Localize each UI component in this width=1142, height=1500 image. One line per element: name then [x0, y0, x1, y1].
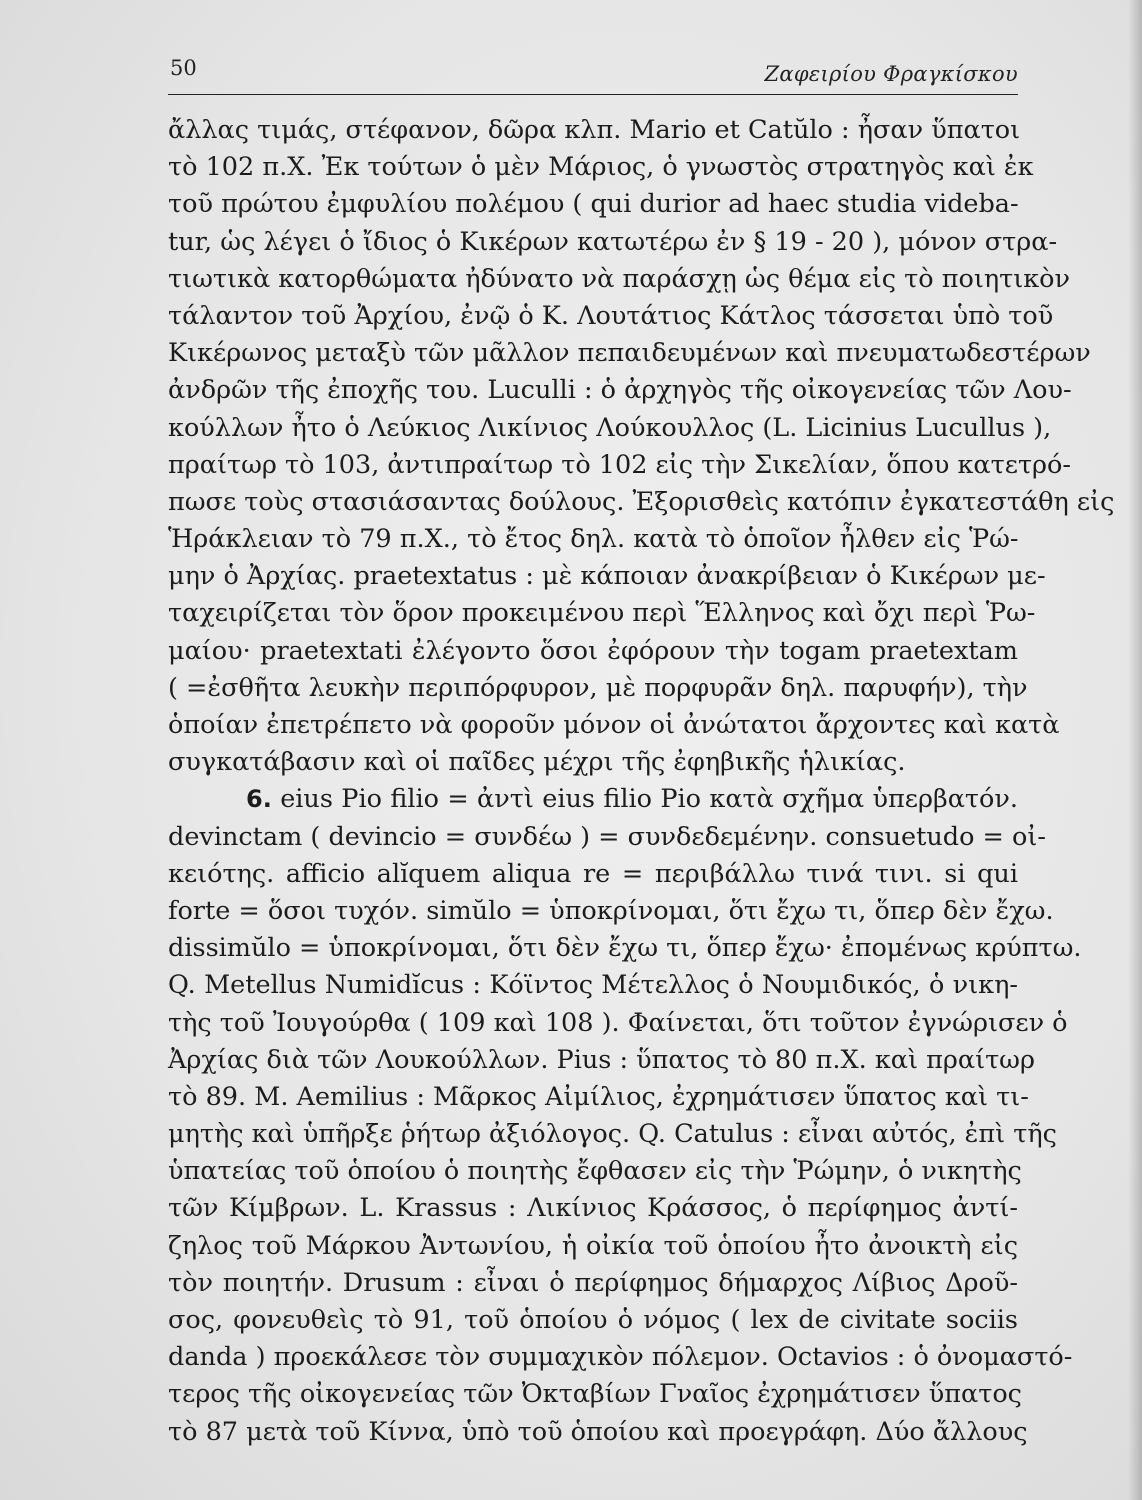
text-line: ὑπατείας τοῦ ὁποίου ὁ ποιητὴς ἔφθασεν εἰς τὴν Ῥώμην, ὁ νικητὴς [168, 1156, 1022, 1187]
text-line: τοῦ πρώτου ἐμφυλίου πολέμου ( qui durior ad haec studia videba- [168, 189, 1019, 220]
text-line: devinctam ( devincio = συνδέω ) = συνδεδεμένην. consuetudo = οἰ- [168, 821, 1046, 852]
text-line: μην ὁ Ἀρχίας. praetextatus : μὲ κάποιαν ἀνακρίβειαν ὁ Κικέρων με- [168, 561, 1046, 592]
text-line: Ἀρχίας διὰ τῶν Λουκούλλων. Pius : ὕπατος τὸ 80 π.Χ. καὶ πραίτωρ [168, 1044, 1035, 1075]
text-line: ( =ἐσθῆτα λευκὴν περιπόρφυρον, μὲ πορφυρᾶν δηλ. παρυφήν), τὴν [168, 672, 1028, 703]
text-line: Q. Metellus Numidĭcus : Κόϊντος Μέτελλος ὁ Νουμιδικός, ὁ νικη- [168, 970, 1018, 1001]
text-line: κούλλων ἦτο ὁ Λεύκιος Λικίνιος Λούκουλλος (L. Licinius Lucullus ), [168, 412, 1052, 443]
text-line: ταχειρίζεται τὸν ὅρον προκειμένου περὶ Ἕλληνος καὶ ὄχι περὶ Ῥω- [168, 598, 1036, 629]
text-line: τὸ 89. M. Aemilius : Μᾶρκος Αἰμίλιος, ἐχρημάτισεν ὕπατος καὶ τι- [168, 1081, 1029, 1112]
paragraph-1 [168, 112, 1115, 781]
text-line: συγκατάβασιν καὶ οἱ παῖδες μέχρι τῆς ἐφηβικῆς ἡλικίας. [168, 747, 906, 778]
paragraph-2 [168, 781, 1082, 1450]
text-line: τὸ 87 μετὰ τοῦ Κίννα, ὑπὸ τοῦ ὁποίου καὶ προεγράφη. Δύο ἄλλους [168, 1416, 1028, 1447]
text-line: ὁποίαν ἐπετρέπετο νὰ φοροῦν μόνον οἱ ἀνώτατοι ἄρχοντες καὶ κατὰ [168, 710, 1060, 740]
text-line: πωσε τοὺς στασιάσαντας δούλους. Ἐξορισθεὶς κατόπιν ἐγκατεστάθη εἰς [168, 486, 1115, 517]
text-line: τῶν Κίμβρων. L. Krassus : Λικίνιος Κράσσος, ὁ περίφημος ἀντί- [168, 1193, 1018, 1224]
text-line: πραίτωρ τὸ 103, ἀντιπραίτωρ τὸ 102 εἰς τὴν Σικελίαν, ὅπου κατετρό- [168, 449, 1072, 480]
text-line: τάλαντον τοῦ Ἀρχίου, ἐνῷ ὁ Κ. Λουτάτιος Κάτλος τάσσεται ὑπὸ τοῦ [168, 300, 1054, 331]
text-line: tur, ὡς λέγει ὁ ἴδιος ὁ Κικέρων κατωτέρω ἐν § 19 - 20 ), μόνον στρα- [168, 226, 1058, 257]
text-line: Ἡράκλειαν τὸ 79 π.Χ., τὸ ἔτος δηλ. κατὰ τὸ ὁποῖον ἦλθεν εἰς Ῥώ- [168, 524, 1019, 555]
text-line: ἄλλας τιμάς, στέφανον, δῶρα κλπ. Mario et Catŭlo : ἦσαν ὕπατοι [168, 115, 1021, 145]
text-line: τὸ 102 π.Χ. Ἐκ τούτων ὁ μὲν Μάριος, ὁ γνωστὸς στρατηγὸς καὶ ἐκ [168, 152, 1034, 183]
text-line: ἀνδρῶν τῆς ἐποχῆς του. Luculli : ὁ ἀρχηγὸς τῆς οἰκογενείας τῶν Λου- [168, 375, 1072, 406]
section-first-line [168, 781, 1018, 818]
text-line: danda ) προεκάλεσε τὸν συμμαχικὸν πόλεμον. Octavios : ὁ ὀνομαστό- [168, 1342, 1073, 1373]
text-line: μητὴς καὶ ὑπῆρξε ῥήτωρ ἀξιόλογος. Q. Catulus : εἶναι αὐτός, ἐπὶ τῆς [168, 1119, 1057, 1150]
text-line: κειότης. afficio alĭquem aliqua re = περιβάλλω τινά τινι. si qui [168, 858, 1018, 889]
text-line: ζηλος τοῦ Μάρκου Ἀντωνίου, ἡ οἰκία τοῦ ὁποίου ἦτο ἀνοικτὴ εἰς [168, 1230, 1018, 1261]
section-first-line-text: eius Pio filio = ἀντὶ eius filio Pio κατὰ σχῆμα ὑπερβατόν. [280, 784, 1019, 815]
page-edge-shadow [1128, 0, 1142, 1500]
text-line: μαίου· praetextati ἐλέγοντο ὅσοι ἐφόρουν τὴν togam praetextam [168, 635, 1018, 666]
text-line: τὸν ποιητήν. Drusum : εἶναι ὁ περίφημος δήμαρχος Λίβιος Δροῦ- [168, 1267, 1018, 1298]
page-number: 50 [170, 56, 197, 80]
section-number: 6. [246, 785, 272, 814]
commentary-text [168, 112, 1115, 1451]
text-line: σος, φονευθεὶς τὸ 91, τοῦ ὁποίου ὁ νόμος ( lex de civitate sociis [168, 1305, 1018, 1335]
running-head-author: Ζαφειρίου Φραγκίσκου [764, 62, 1018, 86]
text-line: τὴς τοῦ Ἰουγούρθα ( 109 καὶ 108 ). Φαίνεται, ὅτι τοῦτον ἐγνώρισεν ὁ [168, 1007, 1068, 1038]
text-line: Κικέρωνος μεταξὺ τῶν μᾶλλον πεπαιδευμένων καὶ πνευματωδεστέρων [168, 338, 1091, 369]
text-line: forte = ὅσοι τυχόν. simŭlo = ὑποκρίνομαι, ὅτι ἔχω τι, ὅπερ δὲν ἔχω. [168, 895, 1054, 926]
text-line: τιωτικὰ κατορθώματα ἠδύνατο νὰ παράσχῃ ὡς θέμα εἰς τὸ ποιητικὸν [168, 263, 1071, 294]
page-header [168, 52, 1018, 95]
text-line: dissimŭlo = ὑποκρίνομαι, ὅτι δὲν ἔχω τι, ὅπερ ἔχω· ἐπομένως κρύπτω. [168, 933, 1082, 964]
text-line: τερος τῆς οἰκογενείας τῶν Ὀκταβίων Γναῖος ἐχρημάτισεν ὕπατος [168, 1379, 1022, 1410]
